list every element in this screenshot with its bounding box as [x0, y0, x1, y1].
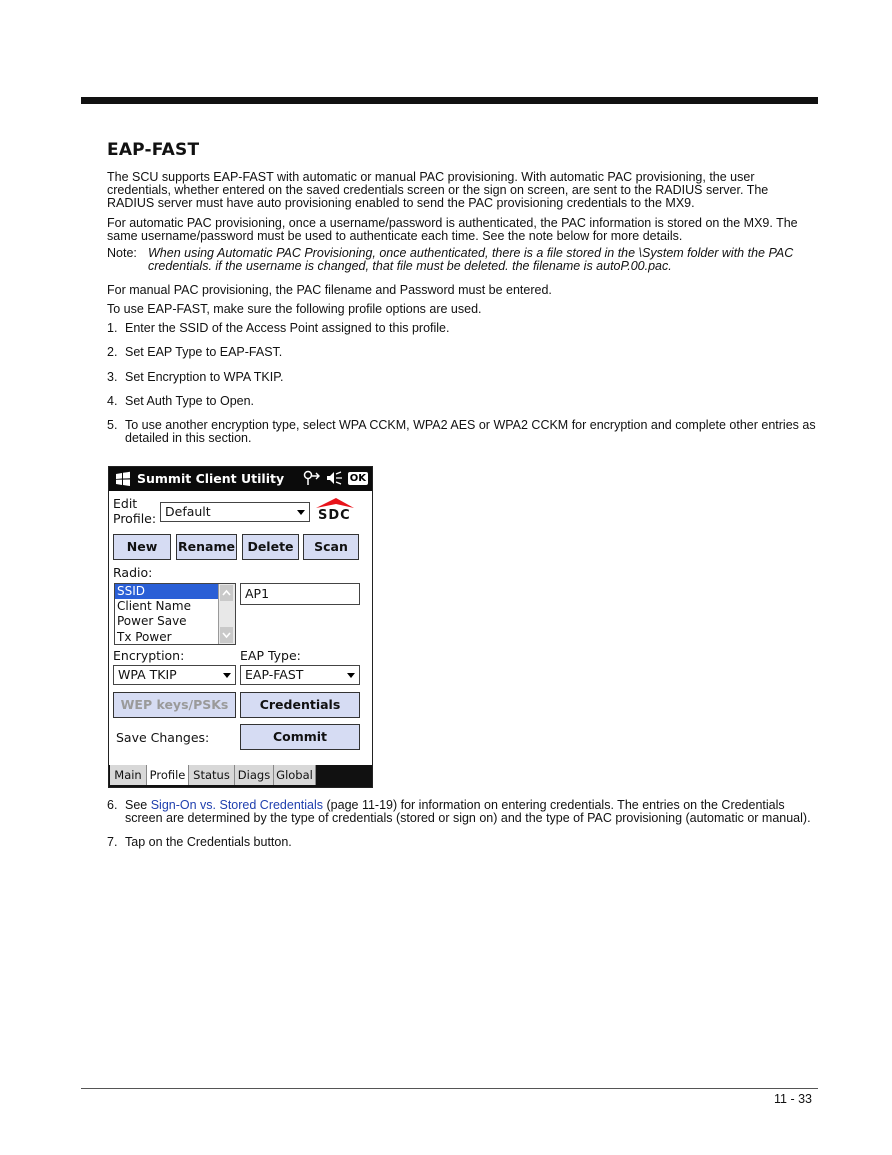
sdc-logo — [314, 495, 356, 525]
title-bar — [109, 467, 372, 491]
delete-button[interactable]: Delete — [242, 534, 299, 560]
profile-value: Default — [165, 504, 211, 519]
step-text: To use another encryption type, select WPA CCKM, WPA2 AES or WPA2 CCKM for encryption and complete other entries as detailed in this section. — [125, 418, 816, 446]
tab-main[interactable]: Main — [110, 765, 147, 785]
step-number: 3. — [107, 369, 118, 384]
list-item — [107, 799, 817, 825]
scan-button[interactable]: Scan — [303, 534, 359, 560]
list-item — [107, 371, 817, 384]
listbox-scrollbar[interactable] — [218, 584, 235, 644]
radio-label: Radio: — [113, 565, 153, 580]
radio-listbox[interactable] — [114, 583, 236, 645]
steps-list-continued — [107, 799, 817, 850]
tab-status[interactable]: Status — [189, 765, 235, 785]
edit-profile-label — [113, 496, 156, 526]
ssid-value-field[interactable]: AP1 — [240, 583, 360, 605]
step-number: 6. — [107, 798, 118, 812]
manual-provisioning-paragraph: For manual PAC provisioning, the PAC filename and Password must be entered. — [107, 282, 552, 297]
commit-button[interactable]: Commit — [240, 724, 360, 750]
encryption-dropdown[interactable] — [113, 665, 236, 685]
app-title: Summit Client Utility — [137, 471, 285, 486]
step-number: 4. — [107, 393, 118, 408]
step-text: Enter the SSID of the Access Point assigned to this profile. — [125, 321, 450, 336]
note-label: Note: — [107, 246, 137, 261]
eap-type-dropdown[interactable] — [240, 665, 360, 685]
credentials-button[interactable]: Credentials — [240, 692, 360, 718]
eap-type-value: EAP-FAST — [245, 667, 304, 682]
step-text: Tap on the Credentials button. — [125, 835, 292, 850]
page-number: 11 - 33 — [774, 1092, 812, 1106]
chevron-down-icon — [297, 510, 305, 515]
list-item — [107, 419, 817, 445]
section-heading: EAP-FAST — [107, 140, 200, 160]
connectivity-icon[interactable] — [302, 470, 320, 486]
tab-global[interactable]: Global — [274, 765, 316, 785]
intro-paragraph: The SCU supports EAP-FAST with automatic or manual PAC provisioning. With automatic PAC provisioning, the user credentials, whether entered on the saved credentials screen or the sign on screen, are sent to the RADIUS server. The RADIUS server must have auto provisioning enabled to send the PAC provisioning credentials to the MX9. — [107, 170, 769, 211]
tab-profile[interactable]: Profile — [147, 765, 189, 785]
chevron-down-icon — [223, 673, 231, 678]
list-item[interactable]: SSID — [115, 584, 221, 599]
sign-on-vs-stored-credentials-link[interactable]: Sign-On vs. Stored Credentials — [150, 798, 324, 812]
step-text — [125, 799, 817, 825]
tab-diags[interactable]: Diags — [235, 765, 274, 785]
speaker-icon[interactable] — [325, 470, 343, 486]
new-button[interactable]: New — [113, 534, 171, 560]
step-number: 5. — [107, 418, 118, 433]
scroll-up-icon[interactable] — [220, 585, 233, 601]
usage-paragraph: To use EAP-FAST, make sure the following profile options are used. — [107, 302, 482, 317]
edit-label-line: Edit — [113, 496, 138, 511]
step-text-pre: See — [125, 798, 151, 812]
tab-bar — [109, 765, 372, 787]
list-item[interactable]: Power Save — [117, 614, 187, 629]
wep-keys-button[interactable]: WEP keys/PSKs — [113, 692, 236, 718]
encryption-label: Encryption: — [113, 648, 185, 663]
footer-rule — [81, 1088, 818, 1089]
eap-type-label: EAP Type: — [240, 648, 301, 663]
auto-provisioning-paragraph: For automatic PAC provisioning, once a username/password is authenticated, the PAC information is stored on the MX9. The same username/password must be used to authenticate each time. See the note below for more details. — [107, 215, 798, 243]
note-block — [107, 247, 817, 274]
step-text: Set Auth Type to Open. — [125, 393, 255, 408]
header-rule — [81, 97, 818, 104]
step-number: 2. — [107, 345, 118, 360]
summit-client-utility-screenshot — [108, 466, 373, 788]
page-content — [107, 140, 817, 456]
scroll-down-icon[interactable] — [220, 627, 233, 643]
system-tray — [302, 470, 368, 486]
list-item — [107, 346, 817, 359]
list-item[interactable]: Tx Power — [117, 629, 172, 644]
step-text: Set EAP Type to EAP-FAST. — [125, 345, 283, 360]
chevron-down-icon — [347, 673, 355, 678]
step-number: 1. — [107, 321, 118, 336]
profile-label-line: Profile: — [113, 511, 157, 526]
profile-dropdown[interactable] — [160, 502, 310, 522]
save-changes-label: Save Changes: — [116, 730, 210, 745]
list-item — [107, 836, 817, 849]
rename-button[interactable]: Rename — [176, 534, 237, 560]
sdc-logo-text: SDC — [318, 508, 351, 523]
list-item[interactable]: Client Name — [117, 599, 191, 614]
step-text: Set Encryption to WPA TKIP. — [125, 369, 284, 384]
steps-continued — [107, 799, 817, 861]
ok-button[interactable]: OK — [349, 472, 366, 484]
step-text-post: (page 11-19) for information on entering credentials. The entries on the Credentials screen are determined by the type of credentials (stored or sign on) and the type of PAC provisioning (automatic or manual). — [125, 798, 811, 826]
list-item — [107, 395, 817, 408]
steps-list — [107, 322, 817, 445]
note-text: When using Automatic PAC Provisioning, once authenticated, there is a file stored in the \System folder with the PAC credentials. if the username is changed, that file must be deleted. the filename is autoP.00.pac. — [148, 246, 794, 274]
encryption-value: WPA TKIP — [118, 667, 177, 682]
list-item — [107, 322, 817, 335]
step-number: 7. — [107, 835, 118, 850]
windows-flag-icon[interactable] — [115, 471, 131, 487]
